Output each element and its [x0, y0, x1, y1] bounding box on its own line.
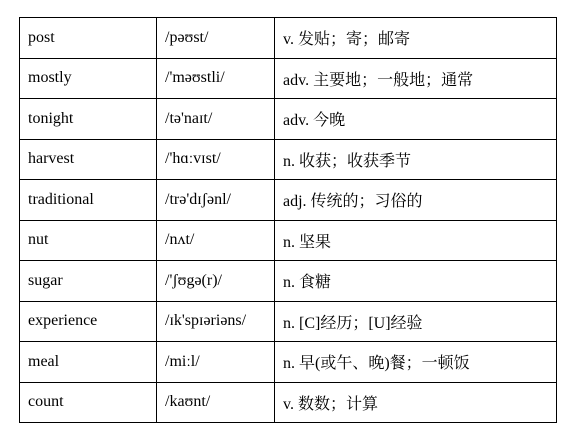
definition-cell: n. [C]经历；[U]经验	[275, 301, 557, 342]
word-cell: experience	[20, 301, 157, 342]
vocabulary-table	[19, 17, 557, 423]
phonetic-cell: /miːl/	[157, 342, 275, 383]
definition-cell: n. 坚果	[275, 220, 557, 261]
definition-cell: v. 数数；计算	[275, 382, 557, 423]
table-row	[20, 261, 557, 302]
phonetic-cell: /trə'dɪʃənl/	[157, 180, 275, 221]
phonetic-cell: /pəʊst/	[157, 18, 275, 59]
table-row	[20, 220, 557, 261]
word-cell: harvest	[20, 139, 157, 180]
phonetic-cell: /'ʃʊgə(r)/	[157, 261, 275, 302]
phonetic-cell: /kaʊnt/	[157, 382, 275, 423]
word-cell: count	[20, 382, 157, 423]
definition-cell: n. 食糖	[275, 261, 557, 302]
word-cell: traditional	[20, 180, 157, 221]
definition-cell: n. 收获；收获季节	[275, 139, 557, 180]
phonetic-cell: /tə'naɪt/	[157, 99, 275, 140]
word-cell: nut	[20, 220, 157, 261]
table-row	[20, 139, 557, 180]
definition-cell: adv. 今晚	[275, 99, 557, 140]
phonetic-cell: /nʌt/	[157, 220, 275, 261]
word-cell: post	[20, 18, 157, 59]
table-row	[20, 342, 557, 383]
phonetic-cell: /'məʊstli/	[157, 58, 275, 99]
definition-cell: adv. 主要地；一般地；通常	[275, 58, 557, 99]
definition-cell: v. 发贴；寄；邮寄	[275, 18, 557, 59]
table-row	[20, 382, 557, 423]
table-row	[20, 18, 557, 59]
word-cell: meal	[20, 342, 157, 383]
word-cell: sugar	[20, 261, 157, 302]
phonetic-cell: /ɪk'spɪəriəns/	[157, 301, 275, 342]
table-row	[20, 301, 557, 342]
table-row	[20, 180, 557, 221]
table-row	[20, 58, 557, 99]
definition-cell: n. 早(或午、晚)餐；一顿饭	[275, 342, 557, 383]
word-cell: tonight	[20, 99, 157, 140]
phonetic-cell: /'hɑːvɪst/	[157, 139, 275, 180]
table-row	[20, 99, 557, 140]
definition-cell: adj. 传统的；习俗的	[275, 180, 557, 221]
word-cell: mostly	[20, 58, 157, 99]
